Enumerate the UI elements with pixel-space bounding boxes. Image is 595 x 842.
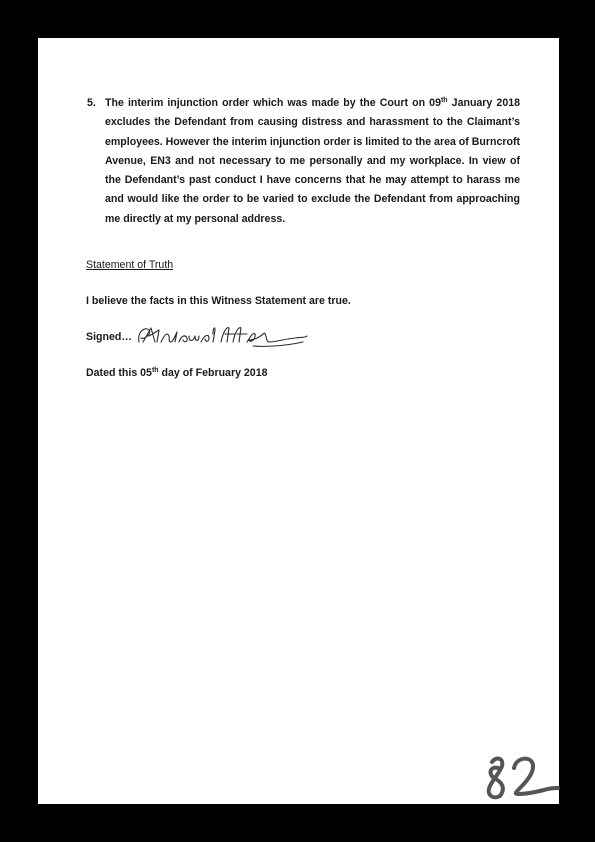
dated-prefix: Dated this 05 bbox=[86, 367, 152, 379]
paragraph-text-start: The interim injunction order which was made by the Court on 09 bbox=[105, 97, 441, 109]
belief-statement: I believe the facts in this Witness Statement are true. bbox=[86, 295, 351, 307]
dated-line bbox=[86, 367, 267, 379]
paragraph-body bbox=[105, 94, 520, 229]
handwritten-signature bbox=[135, 320, 315, 352]
paragraph-number: 5. bbox=[87, 97, 96, 109]
document-page bbox=[38, 38, 559, 804]
statement-of-truth-heading: Statement of Truth bbox=[86, 259, 174, 271]
date-superscript: th bbox=[440, 97, 448, 104]
dated-superscript: th bbox=[151, 367, 159, 374]
dated-suffix: day of February 2018 bbox=[158, 367, 268, 379]
paragraph-5 bbox=[87, 94, 520, 229]
handwritten-page-number bbox=[480, 750, 560, 804]
signed-label: Signed… bbox=[86, 331, 132, 343]
paragraph-text-rest: January 2018 excludes the Defendant from causing distress and harassment to the Claimant’s employees. However the interim injunction order is limited to the area of Burncroft Avenue, EN3 and not necessary to me personally and my workplace. In view of the Defendant’s past conduct I have concerns that he may attempt to harass me and would like the order to be varied to exclude the Defendant from approaching me directly at my personal address. bbox=[105, 97, 520, 225]
